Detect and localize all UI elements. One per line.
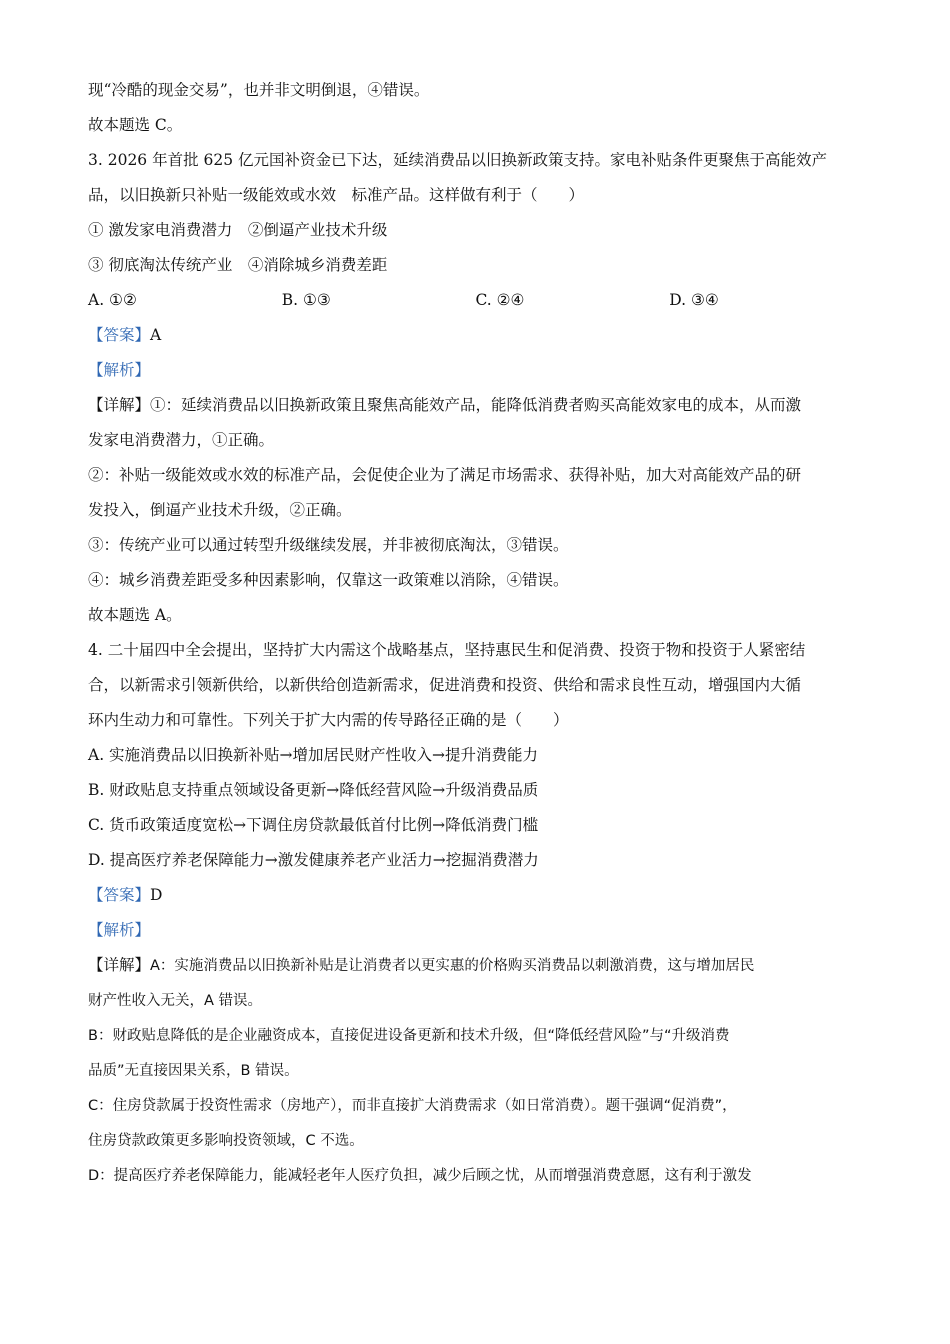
q4-detail-c-line-2: 住房贷款政策更多影响投资领域，C 不选。 [88,1133,364,1149]
q4-stem-line-3: 环内生动力和可靠性。下列关于扩大内需的传导路径正确的是（ ） [88,711,569,729]
detail-text: A：实施消费品以旧换新补贴是让消费者以更实惠的价格购买消费品以刺激消费，这与增加居民 [150,958,755,974]
q3-analysis [88,358,863,382]
q4-stem-line-1: 4. 二十届四中全会提出，坚持扩大内需这个战略基点，坚持惠民生和促消费、投资于物和投资于人紧密结 [88,641,806,659]
q3-option-c: C. ②④ [475,291,525,309]
q4-answer [88,883,863,907]
q2-tail-line: 现“冷酷的现金交易”，也并非文明倒退，④错误。 [88,81,430,99]
answer-value: A [150,326,162,344]
q4-detail-a-line-2: 财产性收入无关，A 错误。 [88,993,263,1009]
q3-items-line-1: ① 激发家电消费潜力 ②倒逼产业技术升级 [88,221,388,239]
q4-detail-d-line-1: D：提高医疗养老保障能力，能减轻老年人医疗负担，减少后顾之忧，从而增强消费意愿，这有利于激发 [88,1168,752,1184]
q4-option-d: D. 提高医疗养老保障能力→激发健康养老产业活力→挖掘消费潜力 [88,851,539,869]
analysis-tag: 【解析】 [88,921,151,939]
q4-detail-c-line-1: C：住房贷款属于投资性需求（房地产），而非直接扩大消费需求（如日常消费）。题干强调“促消费”， [88,1098,737,1114]
answer-tag: 【答案】 [88,326,151,344]
q3-option-d: D. ③④ [669,291,719,309]
q3-answer [88,323,863,347]
q3-options [88,288,863,312]
q3-conclusion: 故本题选 A。 [88,606,182,624]
q3-detail-line-5: ③：传统产业可以通过转型升级继续发展，并非被彻底淘汰，③错误。 [88,536,569,554]
q3-detail-line-6: ④：城乡消费差距受多种因素影响，仅靠这一政策难以消除，④错误。 [88,571,569,589]
answer-value: D [150,886,163,904]
q3-stem-line-1: 3. 2026 年首批 625 亿元国补资金已下达，延续消费品以旧换新政策支持。家电补贴条件更聚焦于高能效产 [88,151,828,169]
answer-tag: 【答案】 [88,886,151,904]
detail-text: ①：延续消费品以旧换新政策且聚焦高能效产品，能降低消费者购买高能效家电的成本，从而激 [150,396,802,414]
q3-items-line-2: ③ 彻底淘汰传统产业 ④消除城乡消费差距 [88,256,388,274]
document-page [88,78,863,1199]
q4-stem-line-2: 合，以新需求引领新供给，以新供给创造新需求，促进消费和投资、供给和需求良性互动，增强国内大循 [88,676,802,694]
detail-tag: 【详解】 [88,956,151,974]
q4-option-b: B. 财政贴息支持重点领域设备更新→降低经营风险→升级消费品质 [88,781,539,799]
q2-conclusion: 故本题选 C。 [88,116,183,134]
q3-detail-line-3: ②：补贴一级能效或水效的标准产品，会促使企业为了满足市场需求、获得补贴，加大对高能效产品的研 [88,466,802,484]
q4-detail-a-line-1 [88,953,863,978]
q4-option-a: A. 实施消费品以旧换新补贴→增加居民财产性收入→提升消费能力 [88,746,539,764]
detail-tag: 【详解】 [88,396,151,414]
q3-detail-line-1 [88,393,863,417]
q3-option-b: B. ①③ [281,291,331,309]
q4-detail-b-line-2: 品质”无直接因果关系，B 错误。 [88,1063,299,1079]
q3-stem-line-2: 品，以旧换新只补贴一级能效或水效 标准产品。这样做有利于（ ） [88,186,585,204]
analysis-tag: 【解析】 [88,361,151,379]
q4-detail-b-line-1: B：财政贴息降低的是企业融资成本，直接促进设备更新和技术升级，但“降低经营风险”与“升级消费 [88,1028,730,1044]
q3-detail-line-2: 发家电消费潜力，①正确。 [88,431,275,449]
q3-detail-line-4: 发投入，倒逼产业技术升级，②正确。 [88,501,352,519]
q4-option-c: C. 货币政策适度宽松→下调住房贷款最低首付比例→降低消费门槛 [88,816,539,834]
q4-analysis [88,918,863,942]
q3-option-a: A. ①② [88,291,137,309]
